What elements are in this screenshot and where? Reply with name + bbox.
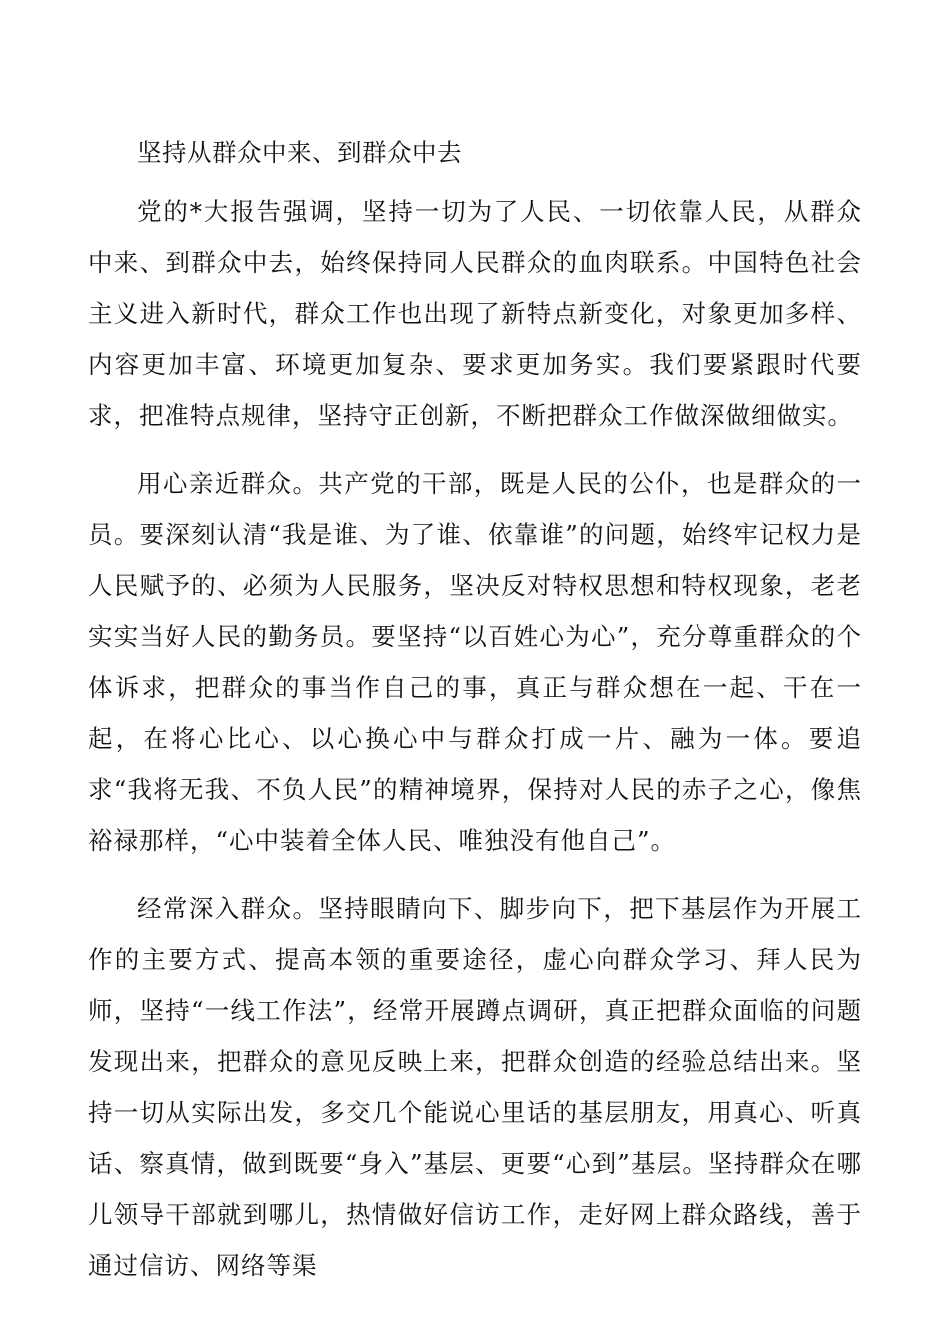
document-body (88, 120, 862, 1308)
document-title: 坚持从群众中来、到群众中去 (137, 138, 462, 167)
paragraph-go-deep-into-masses: 经常深入群众。坚持眼睛向下、脚步向下，把下基层作为开展工作的主要方式、提高本领的重要途径，虚心向群众学习、拜人民为师，坚持“一线工作法”，经常开展蹲点调研，真正把群众面临的问题发现出来，把群众的意见反映上来，把群众创造的经验总结出来。坚持一切从实际出发，多交几个能说心里话的基层朋友，用真心、听真话、察真情，做到既要“身入”基层、更要“心到”基层。坚持群众在哪儿领导干部就到哪儿，热情做好信访工作，走好网上群众路线，善于通过信访、网络等渠 (88, 894, 862, 1280)
paragraph-intro: 党的*大报告强调，坚持一切为了人民、一切依靠人民，从群众中来、到群众中去，始终保持同人民群众的血肉联系。中国特色社会主义进入新时代，群众工作也出现了新特点新变化，对象更加多样、内容更加丰富、环境更加复杂、要求更加务实。我们要紧跟时代要求，把准特点规律，坚持守正创新，不断把群众工作做深做细做实。 (88, 197, 862, 430)
paragraph-close-to-masses: 用心亲近群众。共产党的干部，既是人民的公仆，也是群众的一员。要深刻认清“我是谁、为了谁、依靠谁”的问题，始终牢记权力是人民赋予的、必须为人民服务，坚决反对特权思想和特权现象，老老实实当好人民的勤务员。要坚持“以百姓心为心”，充分尊重群众的个体诉求，把群众的事当作自己的事，真正与群众想在一起、干在一起，在将心比心、以心换心中与群众打成一片、融为一体。要追求“我将无我、不负人民”的精神境界，保持对人民的赤子之心，像焦裕禄那样，“心中装着全体人民、唯独没有他自己”。 (88, 469, 862, 855)
